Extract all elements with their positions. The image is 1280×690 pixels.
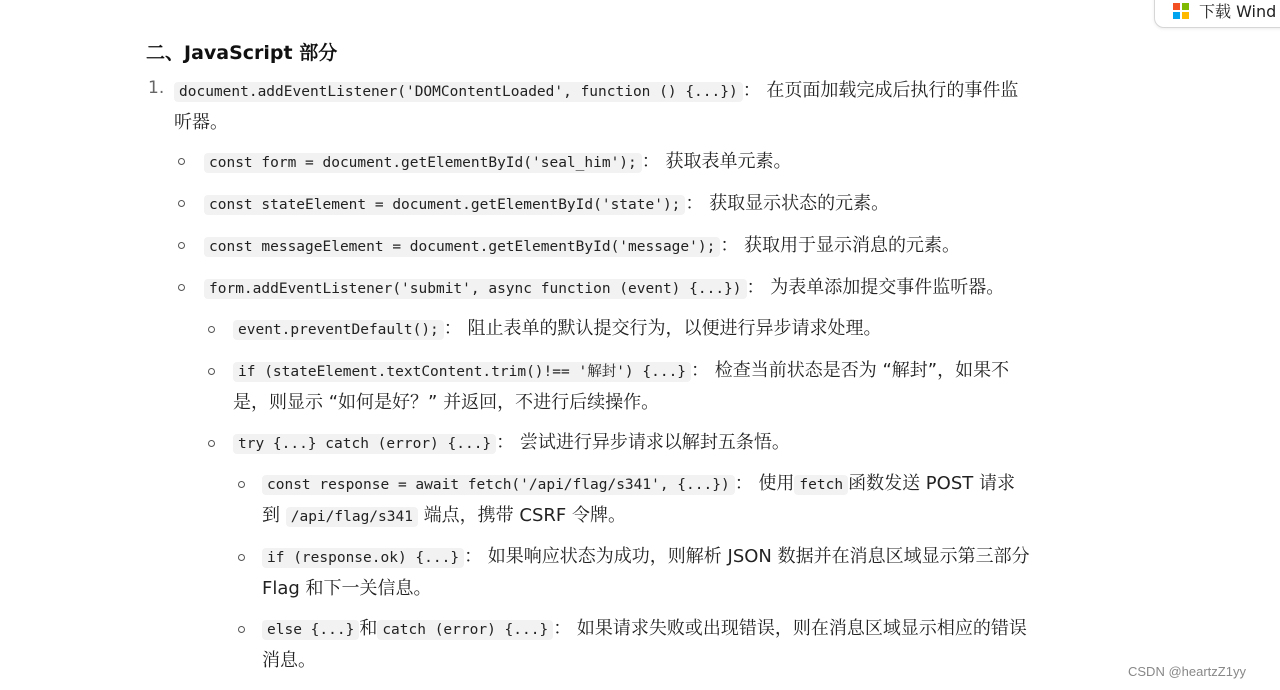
item-text: ： 获取表单元素。 [641,151,792,172]
list-item [233,355,1009,388]
list-item-continuation [262,500,626,533]
inline-code: try {...} catch (error) {...} [233,434,496,454]
item-text: 到 [262,505,280,526]
bullet-icon [208,368,215,375]
item-text: ： 检查当前状态是否为 “解封”，如果不 [691,360,1010,381]
list-item [262,613,1027,646]
inline-code: catch (error) {...} [377,620,553,640]
inline-code: if (stateElement.textContent.trim()!== '解封') {...} [233,362,691,382]
bullet-icon [178,284,185,291]
download-label: 下载 Wind [1199,2,1277,21]
item-text: ： 为表单添加提交事件监听器。 [746,277,1005,298]
inline-code: fetch [794,475,848,495]
inline-code: const response = await fetch('/api/flag/s341', {...}) [262,475,735,495]
list-item [204,188,889,221]
list-item-continuation: 听器。 [174,112,228,133]
bullet-icon [238,626,245,633]
watermark: CSDN @heartzZ1yy [1128,664,1246,679]
list-item [262,468,1015,501]
list-item [262,541,1030,574]
list-item [174,75,1018,108]
list-item-continuation: 消息。 [262,650,316,671]
inline-code: if (response.ok) {...} [262,548,464,568]
bullet-icon [238,481,245,488]
bullet-icon [238,554,245,561]
list-item-continuation: Flag 和下一关信息。 [262,578,432,599]
item-text: ： 如果响应状态为成功，则解析 JSON 数据并在消息区域显示第三部分 [464,546,1030,567]
windows-logo-icon [1173,3,1189,19]
item-text: ： 在页面加载完成后执行的事件监 [742,80,1019,101]
bullet-icon [178,158,185,165]
inline-code: form.addEventListener('submit', async function (event) {...}) [204,279,747,299]
list-item [204,272,1004,305]
inline-code: const form = document.getElementById('seal_him'); [204,153,642,173]
bullet-icon [208,326,215,333]
inline-code: else {...} [262,620,359,640]
item-text: ： 阻止表单的默认提交行为，以便进行异步请求处理。 [443,318,882,339]
download-windows-button[interactable] [1154,0,1280,28]
list-item [204,146,792,179]
inline-code: event.preventDefault(); [233,320,444,340]
item-text: 和 [359,618,378,639]
item-text: ： 使用 [734,473,795,494]
section-heading: 二、JavaScript 部分 [146,42,338,64]
bullet-icon [178,242,185,249]
inline-code: const messageElement = document.getElementById('message'); [204,237,720,257]
bullet-icon [208,440,215,447]
list-item-continuation: 是，则显示 “如何是好？” 并返回，不进行后续操作。 [233,392,660,413]
item-text: 端点，携带 CSRF 令牌。 [423,505,626,526]
list-item [233,313,882,346]
item-text: ： 如果请求失败或出现错误，则在消息区域显示相应的错误 [553,618,1027,639]
inline-code: document.addEventListener('DOMContentLoaded', function () {...}) [174,82,743,102]
bullet-icon [178,200,185,207]
list-number: 1. [148,78,165,98]
item-text: ： 获取显示状态的元素。 [685,193,890,214]
inline-code: /api/flag/s341 [286,507,418,527]
item-text: ： 尝试进行异步请求以解封五条悟。 [496,432,790,453]
inline-code: const stateElement = document.getElementById('state'); [204,195,685,215]
list-item [204,230,960,263]
item-text: 函数发送 POST 请求 [848,473,1015,494]
item-text: ： 获取用于显示消息的元素。 [720,235,961,256]
list-item [233,427,790,460]
